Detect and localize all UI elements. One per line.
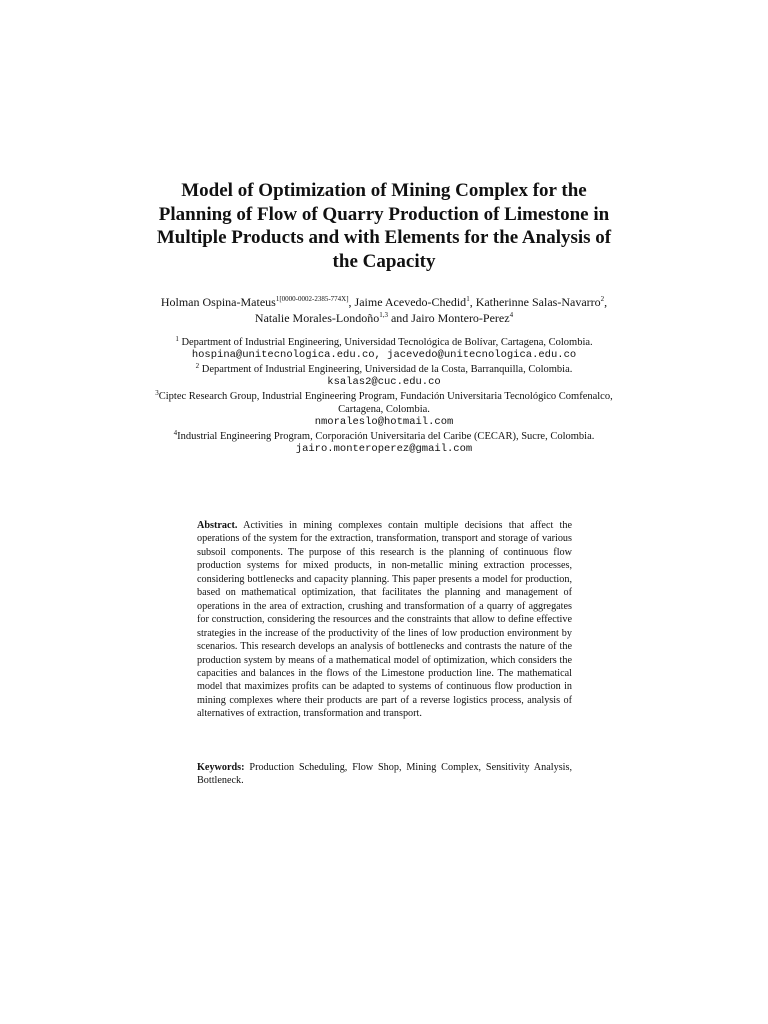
author-email: nmoraleslo@hotmail.com <box>314 416 454 429</box>
author-superscript: 1[0000-0002-2385-774X] <box>275 295 349 303</box>
paper-title: Model of Optimization of Mining Complex for the Planning of Flow of Quarry Production of Limestone in Multiple Products and with Elements for the Analysis of the Capacity <box>156 180 612 272</box>
affiliation-superscript: 4 <box>173 428 178 437</box>
author-email: hospina@unitecnologica.edu.co, jacevedo@unitecnologica.edu.co <box>191 349 577 362</box>
author-superscript: 4 <box>509 311 514 319</box>
author-superscript: 1,3 <box>379 311 388 319</box>
author-name: Katherinne Salas-Navarro <box>475 295 601 309</box>
author-name: Natalie Morales-Londoño <box>254 311 380 325</box>
keywords-label: Keywords: <box>197 762 245 773</box>
abstract <box>197 519 572 721</box>
keywords <box>197 761 572 788</box>
author-email: jairo.monteroperez@gmail.com <box>295 443 473 456</box>
author-email: ksalas2@cuc.edu.co <box>327 376 441 389</box>
affiliation-text: Department of Industrial Engineering, Universidad de la Costa, Barranquilla, Colombia. <box>199 363 573 375</box>
affiliation-text: Ciptec Research Group, Industrial Engineering Program, Fundación Universitaria Tecnológico Comfenalco, Cartagena, Colombia. <box>158 390 613 416</box>
affiliation-text: Industrial Engineering Program, Corporación Universitaria del Caribe (CECAR), Sucre, Colombia. <box>177 430 595 442</box>
affiliation-superscript: 2 <box>195 361 200 370</box>
affiliation-superscript: 3 <box>155 388 159 397</box>
author-name: Jaime Acevedo-Chedid <box>354 295 467 309</box>
affiliation-superscript: 1 <box>175 335 179 343</box>
author-separator: , <box>469 295 476 309</box>
author-superscript: 1 <box>466 295 470 303</box>
author-list <box>150 294 618 326</box>
author-name: Jairo Montero-Perez <box>411 311 510 325</box>
affiliation <box>150 390 618 417</box>
abstract-label: Abstract. <box>197 520 238 531</box>
keywords-text: Production Scheduling, Flow Shop, Mining Complex, Sensitivity Analysis, Bottleneck. <box>197 762 573 787</box>
author-separator: , <box>604 295 608 309</box>
affiliation <box>150 430 618 443</box>
affiliation <box>150 336 618 349</box>
author-separator: , <box>348 295 355 309</box>
abstract-text: Activities in mining complexes contain multiple decisions that affect the operations of the system for the extraction, transformation, transport and storage of various subsoil components. The purpose of this research is the planning of continuous flow production systems for mixed products, in non-metallic mining extraction processes, considering bottlenecks and capacity planning. This paper presents a model for production, based on mathematical optimization, that facilitates the planning and management of operations in the area of extraction, crushing and transformation of a quarry of aggregates for construction, considering the resources and the constraints that allow to define effective strategies in the increase of the productivity of the lines of low production environment by scenarios. This research develops an analysis of bottlenecks and contrasts the nature of the production system by means of a mathematical model of optimization, which considers the capacities and balances in the flows of the Limestone production line. The mathematical model that maximizes profits can be adapted to systems of continuous flow production in mining complexes where their products are part of a reverse logistics process, analysis of alternatives of extraction, transformation and transport. <box>197 520 573 720</box>
author-superscript: 2 <box>600 295 605 303</box>
author-separator: and <box>387 311 412 325</box>
affiliation-list <box>150 336 618 457</box>
affiliation <box>150 363 618 376</box>
author-name: Holman Ospina-Mateus <box>160 295 276 309</box>
affiliation-text: Department of Industrial Engineering, Universidad Tecnológica de Bolívar, Cartagena, Colombia. <box>178 337 593 348</box>
